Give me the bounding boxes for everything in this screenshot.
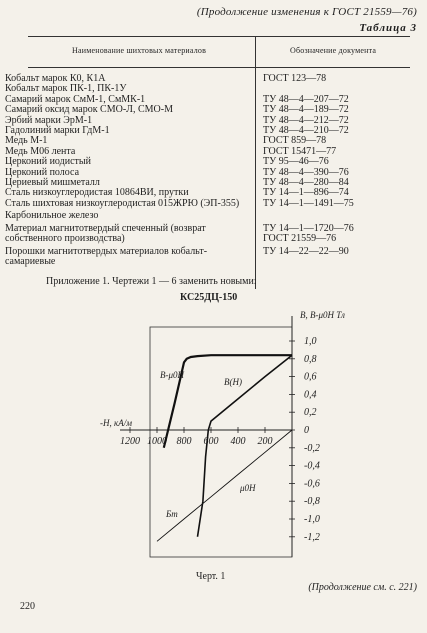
material-name: Материал магнитотвердый спеченный (возврат собственного производства)	[5, 222, 206, 245]
x-tick-label: 1000	[147, 436, 167, 447]
document-designation: ТУ 48—4—210—72	[263, 125, 349, 137]
curve-annotation: Бm	[166, 509, 178, 519]
y-tick-label: 0,6	[304, 371, 317, 383]
material-name: Эрбий марки ЭрМ-1	[5, 114, 93, 126]
material-name: Кобальт марок К0, К1А	[5, 73, 106, 84]
y-tick-label: -0,4	[304, 460, 320, 472]
document-designation: ТУ 48—4—189—72	[263, 104, 349, 116]
y-tick-label: 0,4	[304, 389, 317, 401]
material-name: Сталь низкоуглеродистая 10864ВИ, прутки	[5, 187, 189, 199]
page-number: 220	[20, 601, 35, 612]
document-designation: ТУ 48—4—390—76	[263, 166, 349, 178]
document-designation: ТУ 48—4—212—72	[263, 114, 349, 126]
material-name: Карбонильное железо	[5, 210, 99, 222]
curve-annotation: B-μ0H	[160, 370, 185, 380]
curve-annotation: B(H)	[224, 377, 242, 387]
y-tick-label: -1,2	[304, 531, 320, 543]
document-designation: ГОСТ 15471—77	[263, 145, 337, 157]
x-tick-label: 600	[203, 436, 219, 447]
x-axis-label: -H, кА/м	[100, 418, 132, 428]
chart-title: КС25ДЦ-150	[180, 292, 238, 303]
document-designation: ТУ 14—1—1491—75	[263, 197, 354, 209]
material-name: Медь М06 лента	[5, 145, 76, 157]
material-name: Церконий иодистый	[5, 156, 91, 168]
material-name: Гадолиний марки ГдМ-1	[5, 125, 110, 137]
x-tick-label: 1200	[120, 436, 140, 447]
material-name: Порошки магнитотвердых материалов кобальт-самариевые	[5, 245, 208, 267]
y-tick-label: -0,8	[304, 496, 320, 508]
y-tick-label: -0,6	[304, 478, 320, 490]
material-name: Сталь шихтовая низкоуглеродистая 015ЖРЮ (ЭП-355)	[5, 197, 240, 209]
appendix-text: Приложение 1. Чертежи 1 — 6 заменить новыми:	[46, 276, 257, 287]
column-header-materials: Наименование шихтовых материалов	[72, 46, 207, 55]
document-designation: ТУ 14—1—1720—76 ГОСТ 21559—76	[263, 222, 354, 245]
y-tick-label: 0,8	[304, 353, 317, 365]
y-tick-label: 1,0	[304, 336, 317, 347]
x-tick-label: 200	[257, 436, 273, 447]
y-tick-label: -1,0	[304, 514, 320, 525]
document-designation: ТУ 48—4—207—72	[263, 93, 349, 105]
document-designation: ГОСТ 123—78	[263, 73, 327, 84]
x-tick-label: 800	[176, 436, 192, 447]
y-tick-label: 0,2	[304, 407, 317, 419]
material-name: Медь М-1	[5, 135, 48, 147]
material-name: Цериевый мишметалл	[5, 177, 100, 189]
x-tick-label: 400	[230, 436, 246, 447]
document-designation: ТУ 14—22—22—90	[263, 245, 349, 257]
figure-caption: Черт. 1	[196, 571, 226, 582]
y-axis-label: B, B-μ0H Тл	[300, 310, 345, 320]
document-designation: ТУ 14—1—896—74	[263, 187, 349, 199]
document-designation: ТУ 95—46—76	[263, 156, 329, 168]
column-header-document: Обозначение документа	[290, 46, 377, 55]
document-designation: ТУ 48—4—280—84	[263, 177, 349, 189]
y-tick-label: 0	[304, 425, 309, 436]
table-title: Таблица 3	[359, 22, 417, 34]
material-name: Самарий оксид марок СМО-Л, СМО-М	[5, 104, 173, 116]
material-name: Кобальт марок ПК-1, ПК-1У	[5, 83, 127, 95]
document-designation: ГОСТ 859—78	[263, 135, 327, 147]
y-tick-label: -0,2	[304, 442, 320, 454]
material-name: Церконий полоса	[5, 166, 80, 178]
curve-annotation: μ0H	[240, 483, 256, 493]
material-name: Самарий марок СмМ-1, СмМК-1	[5, 93, 146, 105]
continuation-header: (Продолжение изменения к ГОСТ 21559—76)	[196, 6, 417, 18]
continuation-footer: (Продолжение см. с. 221)	[308, 582, 417, 593]
